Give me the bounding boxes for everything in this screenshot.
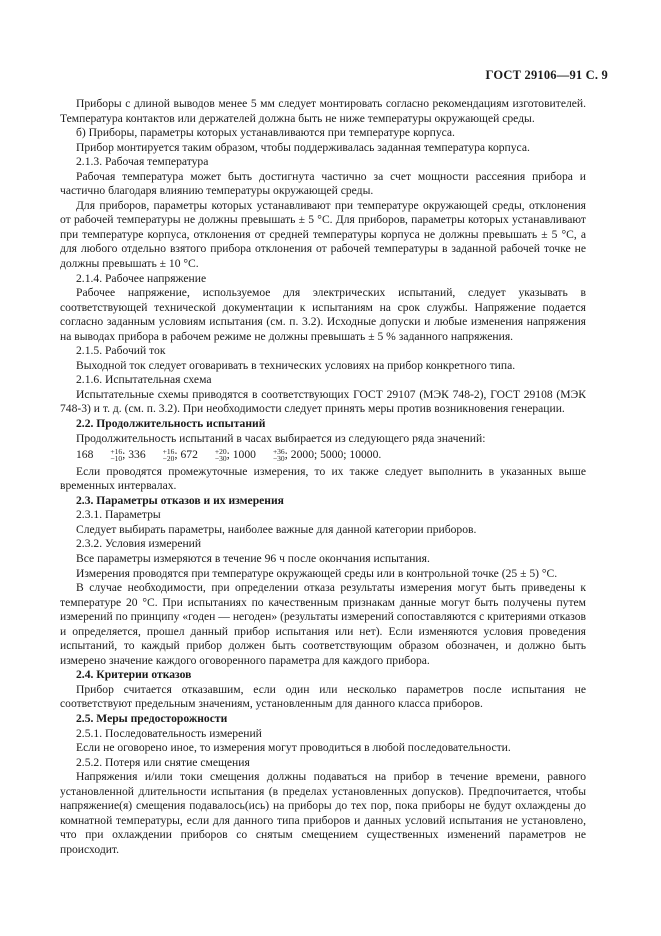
subsection-heading: 2.1.6. Испытательная схема [76, 373, 212, 387]
subsection-heading: 2.3.2. Условия измерений [76, 537, 202, 551]
paragraph: Для приборов, параметры которых устанавливают при температуре окружающей среды, отклонения от рабочей температуры не должны превышать ± 5 °С. Для приборов, параметры которых устанавливают при температуре корпуса, отклонения от средней температуры корпуса не должны превышать ± 5 °С, а для любого отдельно взятого прибора отклонения от рабочей температуры в заданной рабочей точке не должны превышать ± 10 °С. [60, 198, 586, 271]
paragraph: б) Приборы, параметры которых устанавливаются при температуре корпуса. [76, 126, 455, 140]
section-heading: 2.2. Продолжительность испытаний [76, 417, 266, 431]
paragraph: Измерения проводятся при температуре окружающей среды или в контрольной точке (25 ± 5) °С. [76, 566, 558, 580]
subsection-heading: 2.1.4. Рабочее напряжение [76, 271, 207, 285]
paragraph: Прибор монтируется таким образом, чтобы поддерживалась заданная температура корпуса. [76, 140, 530, 154]
series-value: 672 [180, 448, 198, 462]
series-value: 1000 [232, 448, 256, 462]
subsection-heading: 2.1.3. Рабочая температура [76, 155, 209, 169]
paragraph: Рабочая температура может быть достигнута частично за счет мощности рассеяния прибора и частично благодаря влиянию температуры окружающей среды. [60, 169, 586, 198]
series-rest: 2000; 5000; 10000. [290, 448, 382, 462]
duration-series: 168 +16 −10 ; 336 +16 −20 ; 672 +20 −30 ; 1000 +36 −30 ; 2000; 5000; 10000. [76, 447, 382, 464]
paragraph: Выходной ток следует оговаривать в технических условиях на прибор конкретного типа. [76, 358, 516, 372]
paragraph: Приборы с длиной выводов менее 5 мм следует монтировать согласно рекомендациям изготовителей. Температура контактов или держателей должна быть не ниже температуры окружающей среды. [60, 97, 586, 125]
tolerance: +16 −10 [110, 447, 123, 464]
paragraph: Испытательные схемы приводятся в соответствующих ГОСТ 29107 (МЭК 748-2), ГОСТ 29108 (МЭК 748-3) и т. д. (см. п. 3.2). При необходимости следует принять меры против возникновения генерации. [60, 387, 586, 416]
series-value: 168 [76, 448, 94, 462]
tolerance: +16 −20 [162, 447, 175, 464]
subsection-heading: 2.1.5. Рабочий ток [76, 344, 166, 358]
subsection-heading: 2.3.1. Параметры [76, 508, 161, 522]
subsection-heading: 2.5.1. Последовательность измерений [76, 726, 262, 740]
paragraph: Рабочее напряжение, используемое для электрических испытаний, следует указывать в соответствующей технической документации к испытаниям на срок службы. Напряжение подается согласно заданным условиям испытания (см. п. 3.2). Исходные допуски и любые изменения напряжения на выводах прибора в рабочем режиме не должны превышать ± 5 % заданного напряжения. [60, 286, 586, 343]
paragraph: Следует выбирать параметры, наиболее важные для данной категории приборов. [76, 522, 477, 536]
paragraph: Прибор считается отказавшим, если один или несколько параметров после испытания не соответствуют предельным значениям, установленным для данного класса приборов. [60, 682, 586, 711]
paragraph: В случае необходимости, при определении отказа результаты измерения могут быть приведены к температуре 20 °С. При испытаниях по качественным признакам данные могут быть получены путем измерений по принципу «годен — негоден» (результаты измерений сопоставляются с критериями отказов и определяется, прошел данный прибор испытания или нет). Если изменяются условия проведения испытаний, то каждый прибор должен быть соответствующим образом обозначен, и должно быть измерено значение каждого оговоренного параметра для каждого прибора. [60, 581, 586, 667]
page-header: ГОСТ 29106—91 С. 9 [485, 68, 608, 82]
series-value: 336 [128, 448, 146, 462]
document-body [60, 97, 586, 857]
paragraph: Продолжительность испытаний в часах выбирается из следующего ряда значений: [76, 431, 486, 445]
paragraph: Если проводятся промежуточные измерения, то их также следует выполнить в указанных выше временных интервалах. [60, 464, 586, 493]
tolerance: +20 −30 [214, 447, 227, 464]
section-heading: 2.3. Параметры отказов и их измерения [76, 493, 284, 507]
section-heading: 2.5. Меры предосторожности [76, 711, 228, 725]
paragraph: Напряжения и/или токи смещения должны подаваться на прибор в течение времени, равного установленной длительности испытания (в пределах установленных допусков). Предпочитается, чтобы напряжение(я) смещения подавалось(ись) на приборы до тех пор, пока приборы не будут охлаждены до комнатной температуры, если для данного типа приборов и данных условий испытания не установлено, что при охлаждении приборов со снятым смещением существенных изменений параметров не происходит. [60, 770, 586, 856]
tolerance: +36 −30 [272, 447, 285, 464]
section-heading: 2.4. Критерии отказов [76, 668, 192, 682]
paragraph: Если не оговорено иное, то измерения могут проводиться в любой последовательности. [76, 741, 511, 755]
paragraph: Все параметры измеряются в течение 96 ч после окончания испытания. [76, 551, 430, 565]
subsection-heading: 2.5.2. Потеря или снятие смещения [76, 755, 250, 769]
